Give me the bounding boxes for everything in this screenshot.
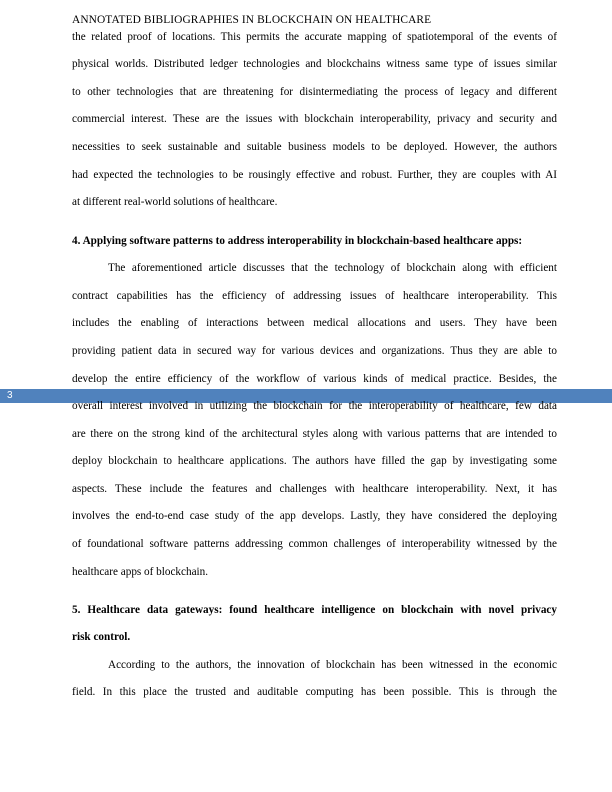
body-line: develop the entire efficiency of the workflow of various kinds of medical practice. Besides, the: [72, 373, 557, 385]
body-line: contract capabilities has the efficiency of addressing issues of healthcare interoperability. This: [72, 290, 557, 302]
body-line: commercial interest. These are the issues with blockchain interoperability, privacy and security and: [72, 113, 557, 125]
body-line: the related proof of locations. This permits the accurate mapping of spatiotemporal of the events of: [72, 31, 557, 43]
body-line: providing patient data in secured way for various devices and organizations. Thus they are able to: [72, 345, 557, 357]
body-line: deploy blockchain to healthcare applications. The authors have filled the gap by investigating some: [72, 455, 557, 467]
body-line: healthcare apps of blockchain.: [72, 566, 209, 578]
section-heading-4: 4. Applying software patterns to address interoperability in blockchain-based healthcare apps:: [72, 235, 523, 247]
body-line: The aforementioned article discusses that the technology of blockchain along with efficient: [108, 262, 557, 274]
body-line: overall interest involved in utilizing the blockchain for the interoperability of healthcare, few data: [72, 400, 557, 412]
page-number: 3: [7, 390, 13, 401]
body-line: includes the enabling of interactions between medical allocations and users. They have been: [72, 317, 557, 329]
section-heading-5: 5. Healthcare data gateways: found healthcare intelligence on blockchain with novel privacy: [72, 604, 557, 616]
body-line: aspects. These include the features and challenges with healthcare interoperability. Next, it has: [72, 483, 557, 495]
running-header: ANNOTATED BIBLIOGRAPHIES IN BLOCKCHAIN ON HEALTHCARE: [72, 14, 432, 26]
body-line: involves the end-to-end case study of the app develops. Lastly, they have considered the deploying: [72, 510, 557, 522]
body-line: field. In this place the trusted and auditable computing has been possible. This is through the: [72, 686, 557, 698]
body-line: to other technologies that are threatening for disintermediating the process of legacy and different: [72, 86, 557, 98]
body-line: According to the authors, the innovation of blockchain has been witnessed in the economic: [108, 659, 557, 671]
body-line: physical worlds. Distributed ledger technologies and blockchains witness same type of issues similar: [72, 58, 557, 70]
body-line: are there on the strong kind of the architectural styles along with various patterns that are intended to: [72, 428, 557, 440]
section-heading-5-cont: risk control.: [72, 631, 131, 643]
body-line: necessities to seek sustainable and suitable business models to be deployed. However, the authors: [72, 141, 557, 153]
body-line: had expected the technologies to be rousingly effective and robust. Further, they are couples with AI: [72, 169, 557, 181]
body-line: of foundational software patterns addressing common challenges of interoperability witnessed by the: [72, 538, 557, 550]
body-line: at different real-world solutions of healthcare.: [72, 196, 278, 208]
